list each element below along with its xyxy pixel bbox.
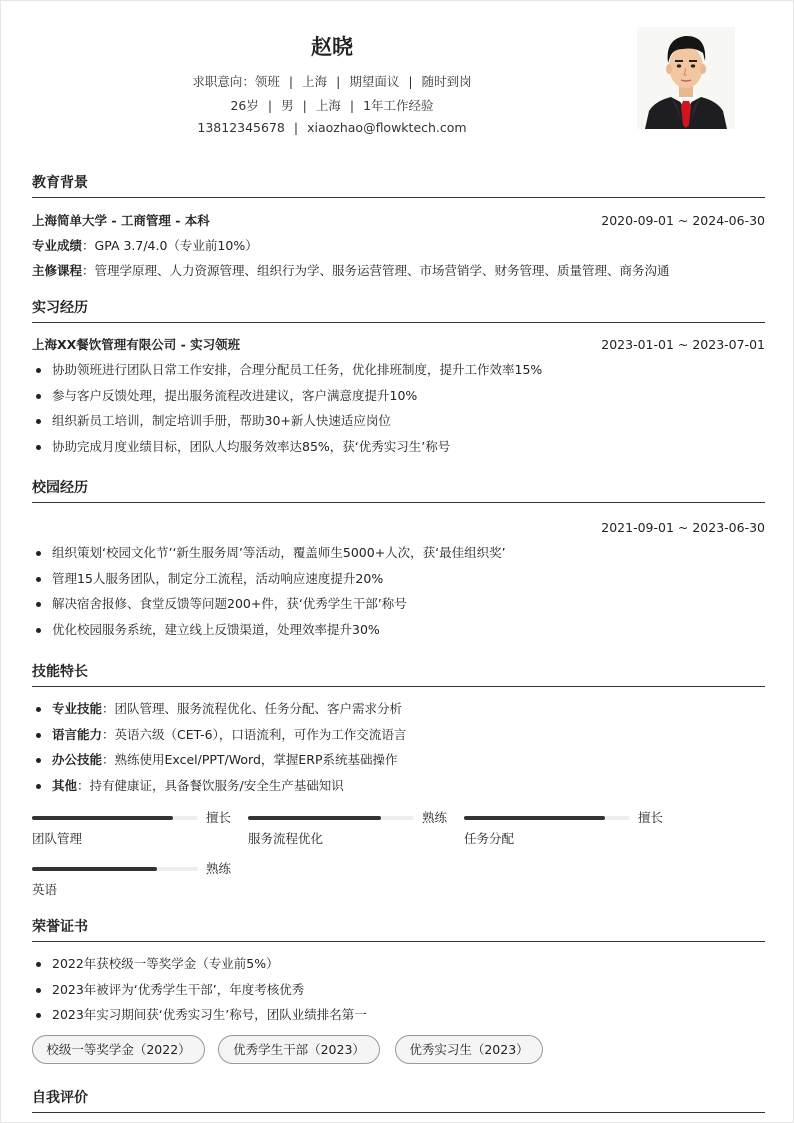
- skill-bar-track: [248, 816, 414, 820]
- divider: |: [349, 98, 355, 113]
- availability: 随时到岗: [421, 74, 472, 89]
- skill-bar-track: [32, 867, 198, 871]
- gpa-label: 专业成绩: [32, 238, 83, 253]
- skill-bar-fill: [248, 816, 381, 820]
- courses-value: ：管理学原理、人力资源管理、组织行为学、服务运营管理、市场营销学、财务管理、质量管理、商务沟通: [82, 263, 670, 278]
- list-item: 2023年被评为‘优秀学生干部’，年度考核优秀: [32, 977, 765, 1003]
- divider: |: [293, 120, 299, 135]
- skill-value: ：熟练使用Excel/PPT/Word，掌握ERP系统基础操作: [102, 752, 398, 767]
- list-item: [32, 696, 765, 722]
- skill-bar-fill: [32, 867, 157, 871]
- job-intent: 求职意向：领班: [192, 74, 280, 89]
- resume-header: [1, 1, 794, 151]
- list-item: 协助完成月度业绩目标，团队人均服务效率达85%，获‘优秀实习生’称号: [32, 434, 765, 460]
- list-item: 协助领班进行团队日常工作安排，合理分配员工任务，优化排班制度，提升工作效率15%: [32, 357, 765, 383]
- section-title: 技能特长: [32, 662, 765, 687]
- skill-label: 语言能力: [52, 726, 103, 742]
- campus-bullets: [32, 540, 765, 642]
- skill-label: 其他: [52, 777, 78, 793]
- age: 26岁: [230, 98, 259, 113]
- skill-bar-track: [464, 816, 630, 820]
- honors-bullets: [32, 951, 765, 1028]
- honor-tag: 优秀学生干部（2023）: [218, 1035, 380, 1064]
- gpa-value: ：GPA 3.7/4.0（专业前10%）: [82, 238, 258, 253]
- skill-bar-item: [32, 861, 232, 902]
- skill-bar-item: [464, 810, 664, 851]
- divider: |: [302, 98, 307, 113]
- divider: |: [288, 74, 294, 89]
- internship-date: 2023-01-01 ~ 2023-07-01: [601, 337, 765, 352]
- skill-level: 熟练: [422, 810, 448, 825]
- skill-value: ：英语六级（CET-6），口语流利，可作为工作交流语言: [102, 726, 407, 742]
- company-position: 上海XX餐饮管理有限公司 - 实习领班: [32, 337, 241, 352]
- skills-section: [32, 662, 765, 798]
- list-item: [32, 773, 765, 799]
- divider: |: [336, 74, 341, 89]
- skill-value: ：持有健康证，具备餐饮服务/安全生产基础知识: [77, 777, 344, 793]
- internship-bullets: [32, 357, 765, 459]
- school-major-degree: 上海简单大学 - 工商管理 - 本科: [32, 213, 210, 228]
- skill-bar-item: [248, 810, 448, 851]
- list-item: 组织新员工培训，制定培训手册，帮助30+新人快速适应岗位: [32, 408, 765, 434]
- skill-label: 专业技能: [52, 701, 103, 716]
- list-item: 组织策划‘校园文化节’‘新生服务周’等活动，覆盖师生5000+人次，获‘最佳组织奖’: [32, 540, 765, 566]
- skill-name: 服务流程优化: [248, 831, 324, 846]
- section-title: 校园经历: [32, 478, 765, 503]
- job-city: 上海: [302, 74, 328, 89]
- candidate-name: 赵晓: [311, 35, 353, 59]
- skill-level: 擅长: [638, 810, 664, 825]
- expected-salary: 期望面议: [349, 74, 400, 89]
- section-title: 荣誉证书: [32, 917, 765, 942]
- education-date: 2020-09-01 ~ 2024-06-30: [601, 213, 765, 228]
- courses-row: [32, 258, 765, 283]
- skill-name: 英语: [32, 882, 58, 897]
- skill-level: 熟练: [206, 861, 232, 876]
- section-title: 实习经历: [32, 298, 765, 323]
- section-title: 自我评价: [32, 1088, 765, 1113]
- divider: |: [267, 98, 273, 113]
- list-item: 优化校园服务系统，建立线上反馈渠道，处理效率提升30%: [32, 617, 765, 643]
- gpa-row: [32, 233, 765, 258]
- section-title: 教育背景: [32, 173, 765, 198]
- skill-bar-fill: [464, 816, 605, 820]
- campus-date: 2021-09-01 ~ 2023-06-30: [601, 520, 765, 535]
- skill-name: 任务分配: [464, 831, 515, 846]
- education-section: [32, 173, 765, 283]
- contact-line: [1, 120, 663, 135]
- avatar: [637, 27, 735, 129]
- skill-label: 办公技能: [52, 752, 103, 767]
- skills-bullets: [32, 696, 765, 798]
- skill-value: ：团队管理、服务流程优化、任务分配、客户需求分析: [102, 701, 403, 716]
- avatar-portrait-icon: [637, 27, 735, 129]
- skill-level: 擅长: [206, 810, 232, 825]
- self-evaluation-section: [32, 1088, 765, 1113]
- honor-tag: 校级一等奖学金（2022）: [32, 1035, 205, 1064]
- gender: 男: [281, 98, 294, 113]
- list-item: 管理15人服务团队，制定分工流程，活动响应速度提升20%: [32, 566, 765, 592]
- internship-entry: [32, 332, 765, 357]
- job-intent-line: [1, 72, 663, 90]
- skill-bar-item: [32, 810, 232, 851]
- honor-tag: 优秀实习生（2023）: [395, 1035, 543, 1064]
- list-item: [32, 722, 765, 748]
- internship-section: [32, 298, 765, 459]
- phone: 13812345678: [197, 120, 285, 135]
- courses-label: 主修课程: [32, 263, 83, 278]
- experience-years: 1年工作经验: [363, 98, 434, 113]
- list-item: 解决宿舍报修、食堂反馈等问题200+件，获‘优秀学生干部’称号: [32, 591, 765, 617]
- campus-section: [32, 478, 765, 642]
- honors-section: [32, 917, 765, 1028]
- list-item: 2023年实习期间获‘优秀实习生’称号，团队业绩排名第一: [32, 1002, 765, 1028]
- location: 上海: [315, 98, 341, 113]
- email: xiaozhao@flowktech.com: [307, 120, 467, 135]
- campus-entry: [32, 515, 765, 540]
- divider: |: [408, 74, 413, 89]
- personal-info-line: [1, 96, 663, 114]
- skill-bar-fill: [32, 816, 173, 820]
- education-entry: [32, 208, 765, 233]
- skill-bar-track: [32, 816, 198, 820]
- list-item: 2022年获校级一等奖学金（专业前5%）: [32, 951, 765, 977]
- list-item: [32, 747, 765, 773]
- list-item: 参与客户反馈处理，提出服务流程改进建议，客户满意度提升10%: [32, 383, 765, 409]
- skill-name: 团队管理: [32, 831, 83, 846]
